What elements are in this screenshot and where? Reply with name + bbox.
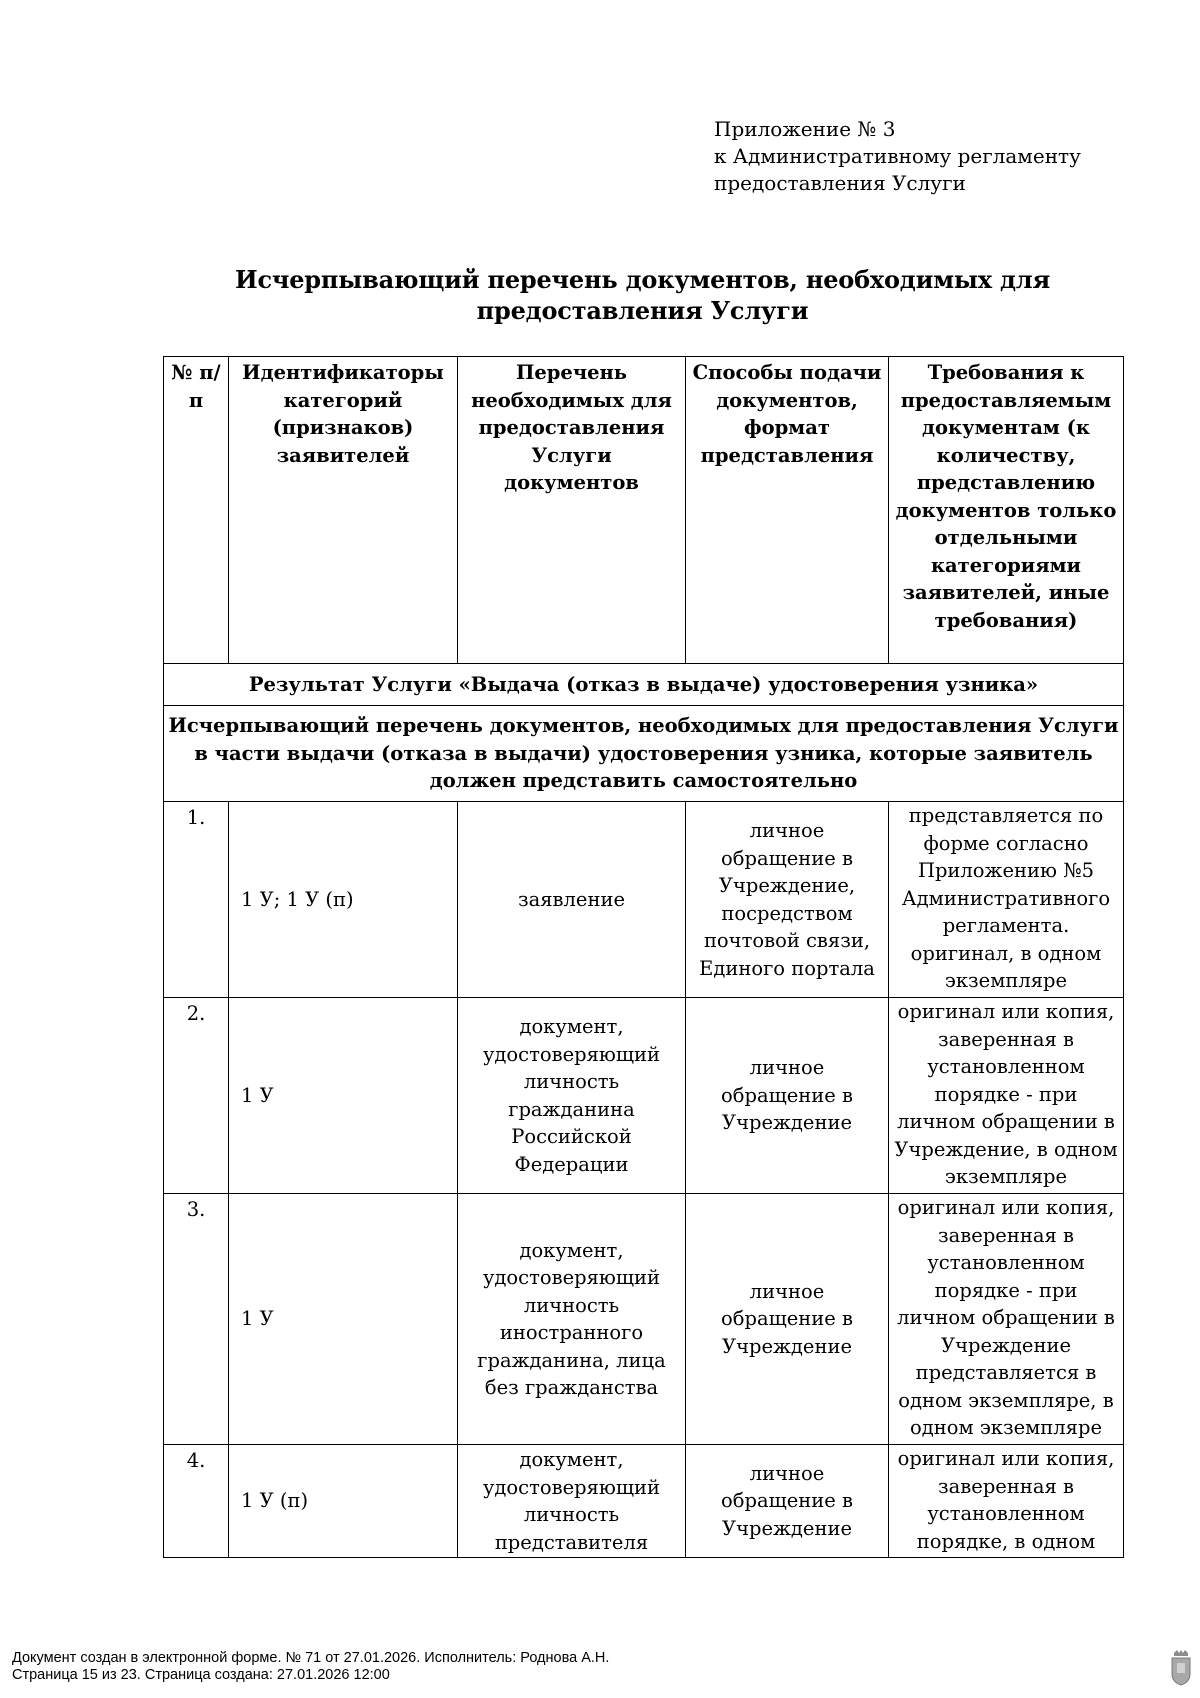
header-num: № п/п (164, 357, 229, 664)
row-number: 4. (164, 1445, 229, 1558)
table-row (164, 1445, 1124, 1558)
row-method: личное обращение в Учреждение, посредством почтовой связи, Единого портала (686, 802, 889, 998)
result-row-text: Результат Услуги «Выдача (отказ в выдаче) удостоверения узника» (164, 664, 1124, 706)
coat-of-arms-icon (1170, 1650, 1192, 1686)
appendix-line-3: предоставления Услуги (714, 171, 966, 195)
row-requirement: оригинал или копия, заверенная в установленном порядке - при личном обращении в Учреждение представляется в одном экземпляре, в одном экземпляре (889, 1194, 1124, 1445)
section-row (164, 706, 1124, 802)
footer-line-2: Страница 15 из 23. Страница создана: 27.01.2026 12:00 (12, 1667, 390, 1683)
result-row (164, 664, 1124, 706)
header-methods: Способы подачи документов, формат представления (686, 357, 889, 664)
row-method: личное обращение в Учреждение (686, 998, 889, 1194)
row-method: личное обращение в Учреждение (686, 1445, 889, 1558)
header-identifiers: Идентификаторы категорий (признаков) заявителей (229, 357, 458, 664)
table-row (164, 1194, 1124, 1445)
row-requirement: оригинал или копия, заверенная в установленном порядке - при личном обращении в Учреждение, в одном экземпляре (889, 998, 1124, 1194)
row-identifier: 1 У (229, 1194, 458, 1445)
appendix-note (714, 116, 1081, 197)
row-requirement: представляется по форме согласно Приложению №5 Административного регламента. оригинал, в одном экземпляре (889, 802, 1124, 998)
row-identifier: 1 У; 1 У (п) (229, 802, 458, 998)
row-number: 3. (164, 1194, 229, 1445)
row-document: заявление (458, 802, 686, 998)
row-number: 1. (164, 802, 229, 998)
header-requirements: Требования к предоставляемым документам (к количеству, представлению документов только отдельными категориями заявителей, иные требования) (889, 357, 1124, 664)
row-document: документ, удостоверяющий личность иностранного гражданина, лица без гражданства (458, 1194, 686, 1445)
documents-table (163, 356, 1124, 1558)
table-row (164, 802, 1124, 998)
appendix-line-2: к Административному регламенту (714, 144, 1081, 168)
row-identifier: 1 У (229, 998, 458, 1194)
table-row (164, 998, 1124, 1194)
section-row-text: Исчерпывающий перечень документов, необходимых для предоставления Услуги в части выдачи (отказа в выдачи) удостоверения узника, которые заявитель должен представить самостоятельно (164, 706, 1124, 802)
row-method: личное обращение в Учреждение (686, 1194, 889, 1445)
row-requirement: оригинал или копия, заверенная в установленном порядке, в одном (889, 1445, 1124, 1558)
table-header-row (164, 357, 1124, 664)
document-footer (12, 1650, 609, 1684)
document-title: Исчерпывающий перечень документов, необходимых для предоставления Услуги (234, 265, 1051, 325)
row-number: 2. (164, 998, 229, 1194)
row-document: документ, удостоверяющий личность гражданина Российской Федерации (458, 998, 686, 1194)
footer-line-1: Документ создан в электронной форме. № 71 от 27.01.2026. Исполнитель: Роднова А.Н. (12, 1650, 610, 1666)
appendix-line-1: Приложение № 3 (714, 117, 896, 141)
row-document: документ, удостоверяющий личность представителя (458, 1445, 686, 1558)
header-documents: Перечень необходимых для предоставления Услуги документов (458, 357, 686, 664)
row-identifier: 1 У (п) (229, 1445, 458, 1558)
